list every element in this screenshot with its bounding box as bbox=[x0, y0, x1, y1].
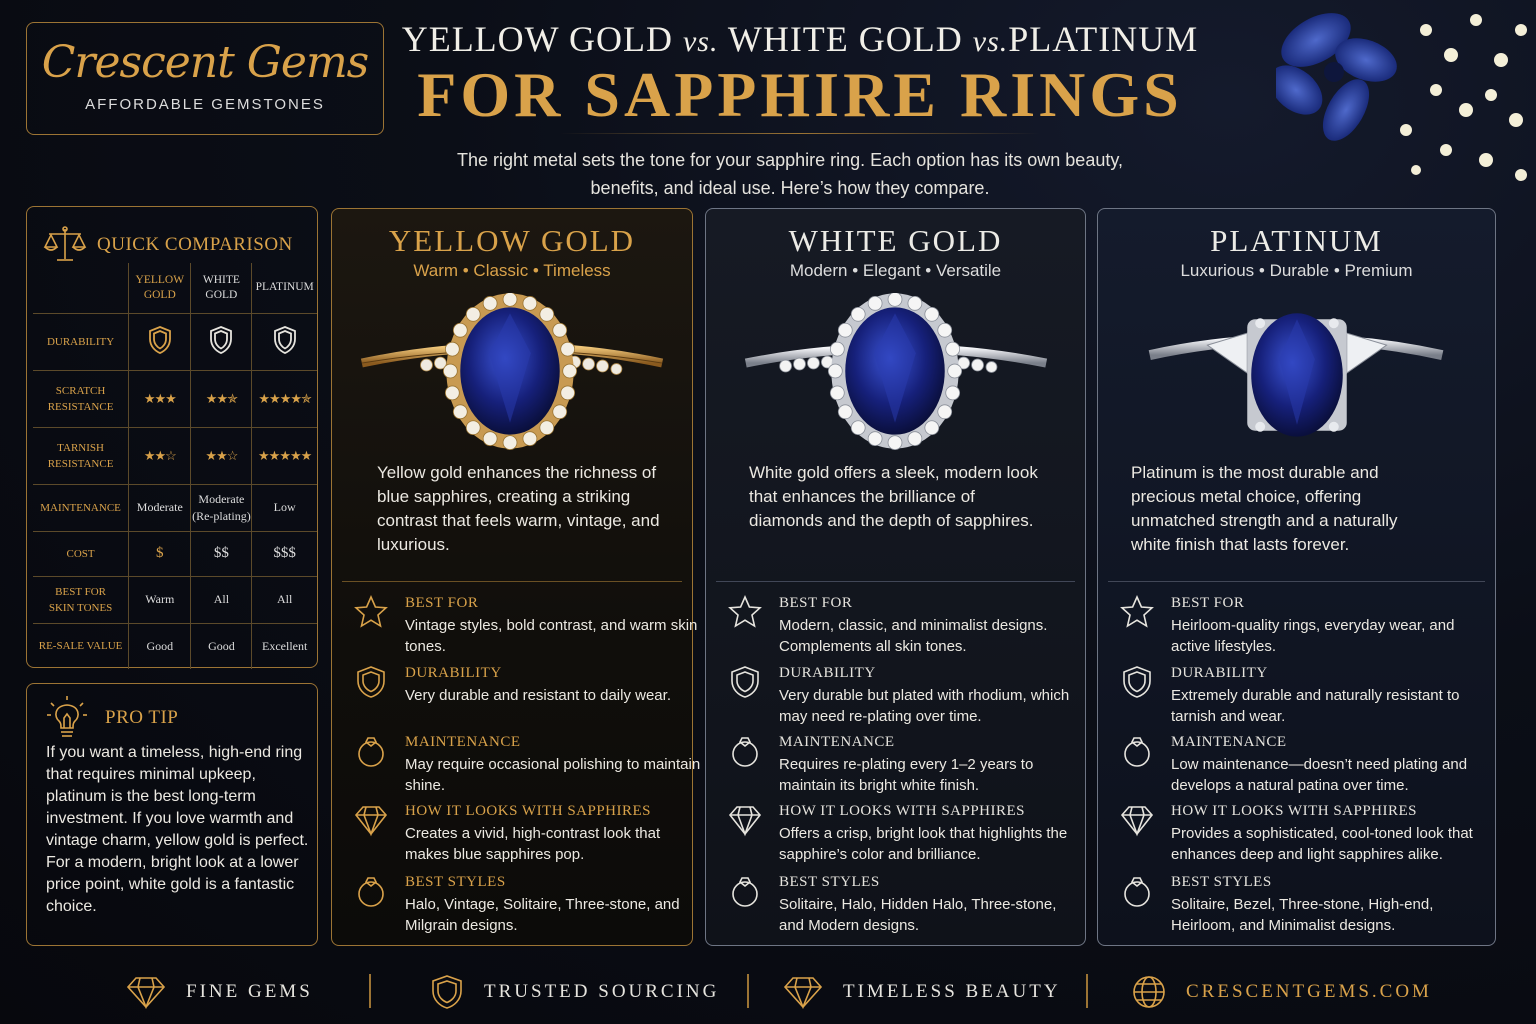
quick-comparison-title: QUICK COMPARISON bbox=[97, 234, 293, 255]
title-metal-white: WHITE GOLD bbox=[727, 19, 963, 59]
table-header-row bbox=[33, 263, 317, 313]
table-row bbox=[33, 427, 317, 484]
row-label-resale-value: RE-SALE VALUE bbox=[33, 623, 129, 669]
pro-tip-panel bbox=[26, 683, 318, 946]
feature-heading: BEST FOR bbox=[405, 595, 479, 611]
card-divider bbox=[716, 581, 1075, 582]
cell-scratch-platinum bbox=[252, 370, 317, 427]
platinum-three-stone-ring-image bbox=[1098, 293, 1495, 453]
platinum-card bbox=[1097, 208, 1496, 946]
footer bbox=[0, 966, 1536, 1018]
card-subtitle: Warm • Classic • Timeless bbox=[413, 261, 611, 280]
star-rating: ★★★★✯ bbox=[258, 390, 311, 406]
feature-heading: BEST STYLES bbox=[1171, 874, 1272, 890]
website-url[interactable]: CRESCENTGEMS.COM bbox=[1186, 981, 1432, 1002]
cell-tarnish-yellow bbox=[129, 427, 191, 484]
diamond-icon bbox=[1120, 803, 1154, 837]
feature-heading: HOW IT LOOKS WITH SAPPHIRES bbox=[1171, 803, 1418, 819]
table-row bbox=[33, 313, 317, 370]
title-vs: vs. bbox=[682, 25, 719, 58]
brand-logo[interactable] bbox=[26, 22, 384, 135]
ring-icon bbox=[728, 734, 762, 768]
subtitle-line: The right metal sets the tone for your sapphire ring. Each option has its own beauty, bbox=[456, 150, 1124, 170]
star-rating: ★★✯ bbox=[205, 390, 237, 406]
cell-cost-platinum: $$$ bbox=[252, 531, 317, 576]
comparison-table bbox=[33, 263, 317, 669]
star-rating: ★★★★★ bbox=[258, 447, 312, 463]
cell-maintenance-platinum: Low bbox=[252, 484, 317, 531]
card-title: WHITE GOLD bbox=[788, 223, 1003, 258]
diamond-icon bbox=[126, 975, 166, 1009]
feature-heading: DURABILITY bbox=[779, 665, 876, 681]
lightbulb-icon bbox=[45, 694, 89, 742]
quick-comparison-header bbox=[43, 225, 293, 265]
flowers-decoration bbox=[1276, 0, 1536, 200]
title-divider bbox=[560, 133, 1040, 134]
shield-icon bbox=[430, 974, 464, 1010]
table-row bbox=[33, 576, 317, 623]
diamond-icon bbox=[728, 803, 762, 837]
feature-body: Creates a vivid, high-contrast look that makes blue sapphires pop. bbox=[405, 825, 661, 863]
row-label-best-for-skin-tones: BEST FOR SKIN TONES bbox=[33, 576, 129, 623]
cell-cost-yellow: $ bbox=[129, 531, 191, 576]
feature-heading: MAINTENANCE bbox=[405, 734, 521, 750]
feature-heading: HOW IT LOOKS WITH SAPPHIRES bbox=[779, 803, 1026, 819]
feature-body: Very durable and resistant to daily wear. bbox=[405, 687, 671, 704]
shield-icon bbox=[354, 665, 388, 699]
diamond-icon bbox=[354, 803, 388, 837]
star-icon bbox=[354, 595, 388, 629]
star-rating: ★★☆ bbox=[205, 447, 238, 463]
feature-body: Requires re-plating every 1–2 years to maintain its bright white finish. bbox=[779, 756, 1034, 794]
brand-tagline: AFFORDABLE GEMSTONES bbox=[85, 96, 325, 113]
cell-scratch-white bbox=[191, 370, 252, 427]
feature-heading: DURABILITY bbox=[1171, 665, 1268, 681]
footer-item-trusted-sourcing bbox=[430, 966, 719, 1018]
card-divider bbox=[1108, 581, 1485, 582]
feature-body: Extremely durable and naturally resistant to tarnish and wear. bbox=[1171, 687, 1460, 725]
row-label-scratch-resistance: SCRATCH RESISTANCE bbox=[33, 370, 129, 427]
feature-body: Solitaire, Halo, Hidden Halo, Three-stone, and Modern designs. bbox=[779, 896, 1057, 934]
diamond-icon bbox=[783, 975, 823, 1009]
footer-divider bbox=[1086, 974, 1088, 1008]
cell-maintenance-white: Moderate (Re-plating) bbox=[191, 484, 252, 531]
footer-label: FINE GEMS bbox=[186, 981, 313, 1002]
card-divider bbox=[342, 581, 682, 582]
feature-body: Very durable but plated with rhodium, which may need re-plating over time. bbox=[779, 687, 1070, 725]
shield-icon bbox=[208, 325, 234, 355]
shield-icon bbox=[147, 325, 173, 355]
cell-resale-yellow: Good bbox=[129, 623, 191, 669]
quick-comparison-panel bbox=[26, 206, 318, 668]
cell-tarnish-platinum bbox=[252, 427, 317, 484]
brand-name: Crescent Gems bbox=[41, 37, 369, 88]
card-subtitle: Luxurious • Durable • Premium bbox=[1180, 261, 1413, 280]
page-title-line-1 bbox=[400, 18, 1200, 60]
footer-label: TIMELESS BEAUTY bbox=[843, 981, 1061, 1002]
globe-icon bbox=[1132, 975, 1166, 1009]
row-label-maintenance: MAINTENANCE bbox=[33, 484, 129, 531]
star-icon bbox=[728, 595, 762, 629]
title-metal-yellow: YELLOW GOLD bbox=[401, 19, 673, 59]
table-row bbox=[33, 370, 317, 427]
feature-body: Modern, classic, and minimalist designs. Complements all skin tones. bbox=[779, 617, 1048, 655]
feature-heading: BEST STYLES bbox=[405, 874, 506, 890]
ring-icon bbox=[1120, 734, 1154, 768]
title-vs: vs. bbox=[972, 25, 1009, 58]
table-corner bbox=[33, 263, 129, 313]
pro-tip-title: PRO TIP bbox=[105, 707, 179, 728]
feature-body: Provides a sophisticated, cool-toned look that enhances deep and light sapphires alike. bbox=[1171, 825, 1473, 863]
cell-cost-white: $$ bbox=[191, 531, 252, 576]
feature-body: Halo, Vintage, Solitaire, Three-stone, and Milgrain designs. bbox=[405, 896, 680, 934]
cell-resale-white: Good bbox=[191, 623, 252, 669]
cell-scratch-yellow bbox=[129, 370, 191, 427]
footer-divider bbox=[369, 974, 371, 1008]
feature-heading: HOW IT LOOKS WITH SAPPHIRES bbox=[405, 803, 652, 819]
card-title: PLATINUM bbox=[1210, 223, 1383, 258]
footer-label: TRUSTED SOURCING bbox=[484, 981, 720, 1002]
feature-body: Low maintenance—doesn’t need plating and develops a natural patina over time. bbox=[1171, 756, 1468, 794]
card-description: Yellow gold enhances the richness of blue sapphires, creating a striking contrast that feels warm, vintage, and luxurious. bbox=[377, 463, 660, 554]
ring-icon bbox=[354, 734, 388, 768]
ring-icon bbox=[1120, 874, 1154, 908]
cell-durability-yellow bbox=[129, 313, 191, 370]
white-gold-halo-ring-image bbox=[706, 293, 1085, 453]
pro-tip-text: If you want a timeless, high-end ring that requires minimal upkeep, platinum is the best long-term investment. If you love warmth and vintage charm, yellow gold is perfect. For a modern, bright look at a lower price point, white gold is a fantastic choice. bbox=[46, 744, 309, 915]
cell-skin-yellow: Warm bbox=[129, 576, 191, 623]
star-rating: ★★★ bbox=[143, 390, 176, 406]
shield-icon bbox=[728, 665, 762, 699]
table-row bbox=[33, 623, 317, 669]
cell-skin-white: All bbox=[191, 576, 252, 623]
page-subtitle bbox=[420, 146, 1160, 202]
cell-durability-platinum bbox=[252, 313, 317, 370]
table-row bbox=[33, 484, 317, 531]
feature-heading: MAINTENANCE bbox=[1171, 734, 1287, 750]
page-title: FOR SAPPHIRE RINGS bbox=[417, 59, 1183, 130]
footer-item-fine-gems bbox=[126, 966, 313, 1018]
footer-website-link[interactable] bbox=[1132, 966, 1432, 1018]
ring-icon bbox=[354, 874, 388, 908]
cell-resale-platinum: Excellent bbox=[252, 623, 317, 669]
feature-body: May require occasional polishing to maintain shine. bbox=[405, 756, 701, 794]
cell-maintenance-yellow: Moderate bbox=[129, 484, 191, 531]
feature-body: Heirloom-quality rings, everyday wear, and active lifestyles. bbox=[1171, 617, 1455, 655]
cell-skin-platinum: All bbox=[252, 576, 317, 623]
table-row bbox=[33, 531, 317, 576]
feature-heading: BEST FOR bbox=[1171, 595, 1245, 611]
shield-icon bbox=[1120, 665, 1154, 699]
ring-icon bbox=[728, 874, 762, 908]
pro-tip-header bbox=[45, 694, 178, 742]
feature-heading: MAINTENANCE bbox=[779, 734, 895, 750]
feature-body: Solitaire, Bezel, Three-stone, High-end, Heirloom, and Minimalist designs. bbox=[1171, 896, 1434, 934]
star-rating: ★★☆ bbox=[143, 447, 176, 463]
feature-heading: DURABILITY bbox=[405, 665, 502, 681]
scales-icon bbox=[43, 225, 87, 265]
footer-divider bbox=[747, 974, 749, 1008]
column-header-yellow-gold: YELLOW GOLD bbox=[129, 263, 191, 313]
cell-durability-white bbox=[191, 313, 252, 370]
card-title: YELLOW GOLD bbox=[388, 223, 636, 258]
star-icon bbox=[1120, 595, 1154, 629]
feature-body: Vintage styles, bold contrast, and warm skin tones. bbox=[405, 617, 698, 655]
white-gold-card bbox=[705, 208, 1086, 946]
yellow-gold-card bbox=[331, 208, 701, 946]
subtitle-line: benefits, and ideal use. Here’s how they compare. bbox=[590, 178, 990, 198]
shield-icon bbox=[272, 325, 298, 355]
row-label-durability: DURABILITY bbox=[33, 313, 129, 370]
feature-heading: BEST FOR bbox=[779, 595, 853, 611]
card-description: White gold offers a sleek, modern look that enhances the brilliance of diamonds and the depth of sapphires. bbox=[749, 463, 1038, 530]
row-label-cost: COST bbox=[33, 531, 129, 576]
card-subtitle: Modern • Elegant • Versatile bbox=[789, 261, 1002, 280]
cell-tarnish-white bbox=[191, 427, 252, 484]
column-header-platinum: PLATINUM bbox=[252, 263, 317, 313]
feature-heading: BEST STYLES bbox=[779, 874, 880, 890]
row-label-tarnish-resistance: TARNISH RESISTANCE bbox=[33, 427, 129, 484]
card-description: Platinum is the most durable and precious metal choice, offering unmatched strength and a naturally white finish that lasts forever. bbox=[1131, 463, 1398, 554]
column-header-white-gold: WHITE GOLD bbox=[191, 263, 252, 313]
feature-body: Offers a crisp, bright look that highlights the sapphire’s color and brilliance. bbox=[779, 825, 1068, 863]
yellow-gold-halo-ring-image bbox=[332, 293, 692, 453]
title-metal-platinum: PLATINUM bbox=[1008, 19, 1199, 59]
footer-item-timeless-beauty bbox=[783, 966, 1061, 1018]
